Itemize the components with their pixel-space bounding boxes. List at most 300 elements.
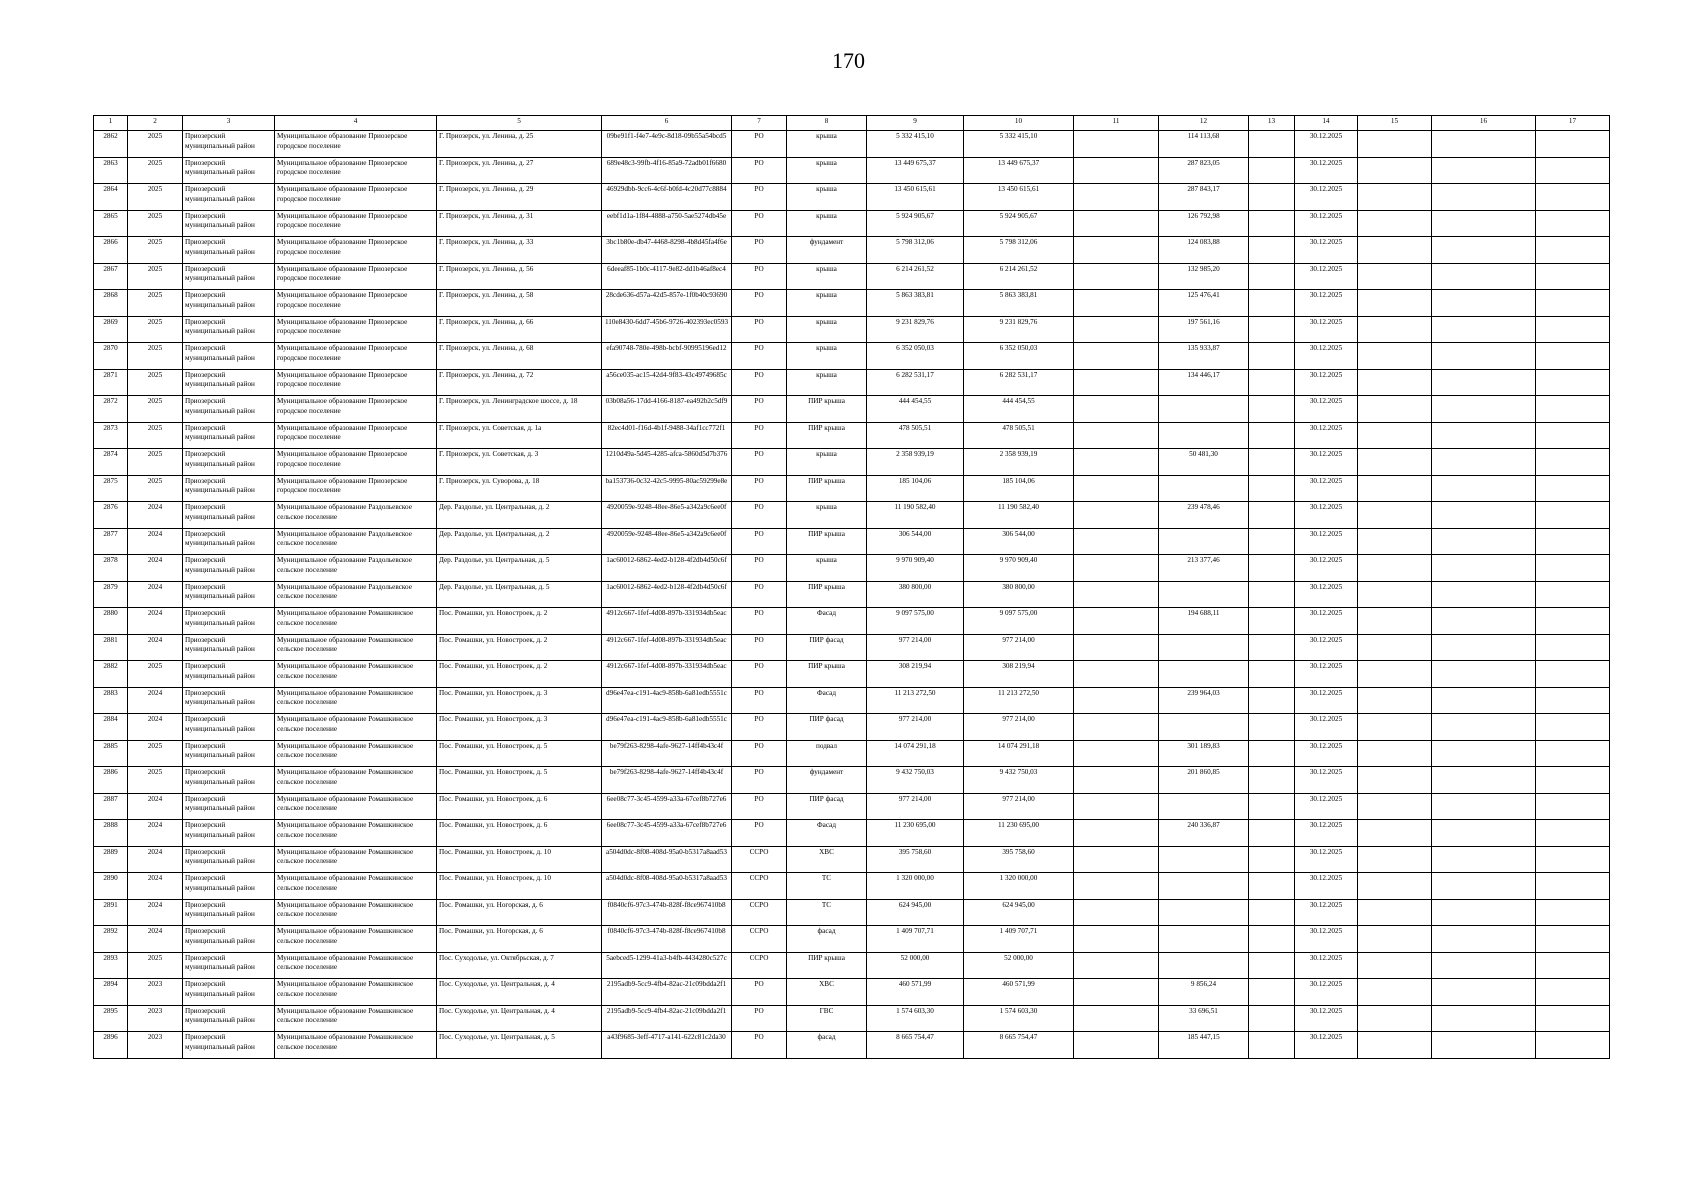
cost-fund-cell: 1 574 603,30 <box>964 1005 1074 1032</box>
col-11-cell <box>1074 184 1159 211</box>
address-cell: Г. Приозерск, ул. Советская, д. 1а <box>437 422 602 449</box>
municipality-cell: Муниципальное образование Ромашкинское сельское поселение <box>275 846 437 873</box>
column-number-header: 7 <box>732 116 787 131</box>
col-11-cell <box>1074 793 1159 820</box>
house-id-cell: f0840cf6-97c3-474b-828f-f8ce967410b8 <box>602 899 732 926</box>
cost-fund-cell: 2 358 939,19 <box>964 449 1074 476</box>
row-number-cell: 2893 <box>94 952 128 979</box>
table-row <box>94 1032 1610 1059</box>
col-17-cell <box>1536 1005 1610 1032</box>
col-17-cell <box>1536 661 1610 688</box>
cost-total-cell: 5 332 415,10 <box>867 131 964 158</box>
col-13-cell <box>1249 661 1295 688</box>
district-cell: Приозерский муниципальный район <box>183 873 275 900</box>
address-cell: Пос. Ромашки, ул. Ногорская, д. 6 <box>437 899 602 926</box>
year-cell: 2024 <box>128 687 183 714</box>
table-row <box>94 1005 1610 1032</box>
column-number-header: 9 <box>867 116 964 131</box>
address-cell: Пос. Ромашки, ул. Новостроек, д. 2 <box>437 634 602 661</box>
col-16-cell <box>1432 555 1536 582</box>
year-cell: 2025 <box>128 237 183 264</box>
deadline-cell: 30.12.2025 <box>1295 608 1358 635</box>
address-cell: Г. Приозерск, ул. Ленина, д. 72 <box>437 369 602 396</box>
col-13-cell <box>1249 263 1295 290</box>
house-id-cell: 4912c667-1fef-4d08-897b-331934db5eac <box>602 608 732 635</box>
municipality-cell: Муниципальное образование Раздольевское сельское поселение <box>275 502 437 529</box>
col-15-cell <box>1358 290 1432 317</box>
col-11-cell <box>1074 343 1159 370</box>
fund-type-cell: РО <box>732 528 787 555</box>
col-13-cell <box>1249 581 1295 608</box>
table-row <box>94 714 1610 741</box>
col-16-cell <box>1432 1032 1536 1059</box>
address-cell: Пос. Ромашки, ул. Новостроек, д. 2 <box>437 661 602 688</box>
district-cell: Приозерский муниципальный район <box>183 210 275 237</box>
col-13-cell <box>1249 740 1295 767</box>
municipality-cell: Муниципальное образование Приозерское городское поселение <box>275 290 437 317</box>
cost-fund-cell: 977 214,00 <box>964 634 1074 661</box>
house-id-cell: 09be91f1-f4e7-4e9c-8d18-09b55a54bcd5 <box>602 131 732 158</box>
deadline-cell: 30.12.2025 <box>1295 899 1358 926</box>
house-id-cell: d96e47ea-c191-4ac9-858b-6a81edb5551c <box>602 687 732 714</box>
address-cell: Пос. Суходолье, ул. Октябрьская, д. 7 <box>437 952 602 979</box>
col-16-cell <box>1432 899 1536 926</box>
work-type-cell: крыша <box>787 369 867 396</box>
house-id-cell: 5aebced5-1299-41a3-b4fb-4434280c527c <box>602 952 732 979</box>
work-type-cell: ТС <box>787 873 867 900</box>
col-15-cell <box>1358 316 1432 343</box>
col-12-cell: 125 476,41 <box>1159 290 1249 317</box>
deadline-cell: 30.12.2025 <box>1295 634 1358 661</box>
col-15-cell <box>1358 502 1432 529</box>
table-body <box>94 131 1610 1059</box>
row-number-cell: 2880 <box>94 608 128 635</box>
fund-type-cell: РО <box>732 396 787 423</box>
address-cell: Пос. Суходолье, ул. Центральная, д. 5 <box>437 1032 602 1059</box>
col-11-cell <box>1074 396 1159 423</box>
col-15-cell <box>1358 475 1432 502</box>
col-15-cell <box>1358 343 1432 370</box>
col-16-cell <box>1432 740 1536 767</box>
municipality-cell: Муниципальное образование Ромашкинское сельское поселение <box>275 820 437 847</box>
district-cell: Приозерский муниципальный район <box>183 157 275 184</box>
fund-type-cell: ССРО <box>732 926 787 953</box>
deadline-cell: 30.12.2025 <box>1295 661 1358 688</box>
table-row <box>94 687 1610 714</box>
district-cell: Приозерский муниципальный район <box>183 793 275 820</box>
fund-type-cell: ССРО <box>732 873 787 900</box>
cost-total-cell: 460 571,99 <box>867 979 964 1006</box>
fund-type-cell: РО <box>732 184 787 211</box>
col-11-cell <box>1074 926 1159 953</box>
column-number-header: 15 <box>1358 116 1432 131</box>
district-cell: Приозерский муниципальный район <box>183 979 275 1006</box>
col-17-cell <box>1536 926 1610 953</box>
work-type-cell: ТС <box>787 899 867 926</box>
cost-total-cell: 8 665 754,47 <box>867 1032 964 1059</box>
address-cell: Г. Приозерск, ул. Ленина, д. 68 <box>437 343 602 370</box>
address-cell: Дер. Раздолье, ул. Центральная, д. 2 <box>437 528 602 555</box>
cost-total-cell: 9 097 575,00 <box>867 608 964 635</box>
col-16-cell <box>1432 290 1536 317</box>
work-type-cell: подвал <box>787 740 867 767</box>
house-id-cell: a504d0dc-8f08-408d-95a0-b5317a8aad53 <box>602 846 732 873</box>
address-cell: Пос. Ромашки, ул. Новостроек, д. 6 <box>437 793 602 820</box>
col-11-cell <box>1074 634 1159 661</box>
cost-total-cell: 478 505,51 <box>867 422 964 449</box>
column-number-header: 16 <box>1432 116 1536 131</box>
cost-fund-cell: 52 000,00 <box>964 952 1074 979</box>
cost-fund-cell: 308 219,94 <box>964 661 1074 688</box>
district-cell: Приозерский муниципальный район <box>183 343 275 370</box>
col-15-cell <box>1358 608 1432 635</box>
row-number-cell: 2878 <box>94 555 128 582</box>
col-12-cell <box>1159 899 1249 926</box>
col-17-cell <box>1536 343 1610 370</box>
col-12-cell: 185 447,15 <box>1159 1032 1249 1059</box>
fund-type-cell: ССРО <box>732 952 787 979</box>
table-row <box>94 926 1610 953</box>
col-16-cell <box>1432 449 1536 476</box>
address-cell: Г. Приозерск, ул. Ленина, д. 29 <box>437 184 602 211</box>
row-number-cell: 2874 <box>94 449 128 476</box>
row-number-cell: 2885 <box>94 740 128 767</box>
col-17-cell <box>1536 1032 1610 1059</box>
row-number-cell: 2866 <box>94 237 128 264</box>
col-11-cell <box>1074 369 1159 396</box>
fund-type-cell: РО <box>732 793 787 820</box>
district-cell: Приозерский муниципальный район <box>183 846 275 873</box>
cost-fund-cell: 444 454,55 <box>964 396 1074 423</box>
col-16-cell <box>1432 528 1536 555</box>
col-12-cell: 135 933,87 <box>1159 343 1249 370</box>
col-17-cell <box>1536 263 1610 290</box>
col-15-cell <box>1358 899 1432 926</box>
col-11-cell <box>1074 1005 1159 1032</box>
row-number-cell: 2889 <box>94 846 128 873</box>
column-number-header: 11 <box>1074 116 1159 131</box>
year-cell: 2023 <box>128 979 183 1006</box>
col-15-cell <box>1358 131 1432 158</box>
house-id-cell: f0840cf6-97c3-474b-828f-f8ce967410b8 <box>602 926 732 953</box>
row-number-cell: 2883 <box>94 687 128 714</box>
district-cell: Приозерский муниципальный район <box>183 184 275 211</box>
year-cell: 2025 <box>128 661 183 688</box>
deadline-cell: 30.12.2025 <box>1295 396 1358 423</box>
municipality-cell: Муниципальное образование Приозерское городское поселение <box>275 210 437 237</box>
col-13-cell <box>1249 316 1295 343</box>
col-16-cell <box>1432 661 1536 688</box>
row-number-cell: 2872 <box>94 396 128 423</box>
table-row <box>94 475 1610 502</box>
work-type-cell: ПИР крыша <box>787 396 867 423</box>
house-id-cell: 46929dbb-9cc6-4c6f-b0fd-4c20d77c8884 <box>602 184 732 211</box>
col-13-cell <box>1249 926 1295 953</box>
fund-type-cell: РО <box>732 608 787 635</box>
cost-fund-cell: 5 924 905,67 <box>964 210 1074 237</box>
deadline-cell: 30.12.2025 <box>1295 449 1358 476</box>
col-12-cell: 50 481,30 <box>1159 449 1249 476</box>
col-13-cell <box>1249 873 1295 900</box>
municipality-cell: Муниципальное образование Приозерское городское поселение <box>275 316 437 343</box>
column-number-header: 17 <box>1536 116 1610 131</box>
municipality-cell: Муниципальное образование Раздольевское сельское поселение <box>275 555 437 582</box>
row-number-cell: 2896 <box>94 1032 128 1059</box>
municipality-cell: Муниципальное образование Ромашкинское сельское поселение <box>275 979 437 1006</box>
year-cell: 2024 <box>128 899 183 926</box>
col-16-cell <box>1432 422 1536 449</box>
district-cell: Приозерский муниципальный район <box>183 714 275 741</box>
municipality-cell: Муниципальное образование Ромашкинское сельское поселение <box>275 661 437 688</box>
year-cell: 2024 <box>128 820 183 847</box>
fund-type-cell: ССРО <box>732 899 787 926</box>
deadline-cell: 30.12.2025 <box>1295 952 1358 979</box>
row-number-cell: 2863 <box>94 157 128 184</box>
fund-type-cell: РО <box>732 157 787 184</box>
col-15-cell <box>1358 184 1432 211</box>
deadline-cell: 30.12.2025 <box>1295 714 1358 741</box>
row-number-cell: 2873 <box>94 422 128 449</box>
cost-fund-cell: 11 230 695,00 <box>964 820 1074 847</box>
table-row <box>94 873 1610 900</box>
work-type-cell: фасад <box>787 926 867 953</box>
year-cell: 2025 <box>128 316 183 343</box>
col-11-cell <box>1074 581 1159 608</box>
col-13-cell <box>1249 157 1295 184</box>
fund-type-cell: РО <box>732 369 787 396</box>
page-number: 170 <box>832 48 865 73</box>
col-12-cell: 124 083,88 <box>1159 237 1249 264</box>
house-id-cell: d96e47ea-c191-4ac9-858b-6a81edb5551c <box>602 714 732 741</box>
cost-fund-cell: 11 190 582,40 <box>964 502 1074 529</box>
cost-total-cell: 306 544,00 <box>867 528 964 555</box>
house-id-cell: ba153736-0c32-42c5-9995-80ac59299e8e <box>602 475 732 502</box>
municipality-cell: Муниципальное образование Ромашкинское сельское поселение <box>275 767 437 794</box>
fund-type-cell: РО <box>732 422 787 449</box>
house-id-cell: 4920059e-9248-48ee-86e5-a342a9c6ee0f <box>602 502 732 529</box>
address-cell: Г. Приозерск, ул. Ленина, д. 66 <box>437 316 602 343</box>
table-row <box>94 131 1610 158</box>
cost-fund-cell: 14 074 291,18 <box>964 740 1074 767</box>
col-16-cell <box>1432 396 1536 423</box>
year-cell: 2023 <box>128 1005 183 1032</box>
col-16-cell <box>1432 714 1536 741</box>
year-cell: 2025 <box>128 210 183 237</box>
cost-fund-cell: 6 214 261,52 <box>964 263 1074 290</box>
row-number-cell: 2870 <box>94 343 128 370</box>
cost-fund-cell: 977 214,00 <box>964 793 1074 820</box>
district-cell: Приозерский муниципальный район <box>183 1005 275 1032</box>
district-cell: Приозерский муниципальный район <box>183 740 275 767</box>
year-cell: 2025 <box>128 396 183 423</box>
col-11-cell <box>1074 820 1159 847</box>
work-type-cell: крыша <box>787 316 867 343</box>
house-id-cell: 6deeaf85-1b0c-4117-9e82-dd1b46af8ec4 <box>602 263 732 290</box>
year-cell: 2025 <box>128 263 183 290</box>
col-15-cell <box>1358 979 1432 1006</box>
house-id-cell: 03b08a56-17dd-4166-8187-ea492b2c5df9 <box>602 396 732 423</box>
cost-total-cell: 185 104,06 <box>867 475 964 502</box>
row-number-cell: 2894 <box>94 979 128 1006</box>
col-15-cell <box>1358 1032 1432 1059</box>
cost-fund-cell: 6 282 531,17 <box>964 369 1074 396</box>
col-16-cell <box>1432 157 1536 184</box>
year-cell: 2023 <box>128 1032 183 1059</box>
deadline-cell: 30.12.2025 <box>1295 581 1358 608</box>
district-cell: Приозерский муниципальный район <box>183 316 275 343</box>
col-13-cell <box>1249 290 1295 317</box>
house-id-cell: 4912c667-1fef-4d08-897b-331934db5eac <box>602 634 732 661</box>
work-type-cell: ПИР крыша <box>787 475 867 502</box>
col-15-cell <box>1358 263 1432 290</box>
cost-total-cell: 1 409 707,71 <box>867 926 964 953</box>
work-type-cell: ПИР крыша <box>787 952 867 979</box>
address-cell: Пос. Ромашки, ул. Новостроек, д. 10 <box>437 873 602 900</box>
row-number-cell: 2869 <box>94 316 128 343</box>
house-id-cell: be79f263-8298-4afe-9627-14ff4b43c4f <box>602 740 732 767</box>
cost-total-cell: 1 574 603,30 <box>867 1005 964 1032</box>
col-15-cell <box>1358 528 1432 555</box>
table-row <box>94 608 1610 635</box>
col-15-cell <box>1358 740 1432 767</box>
municipality-cell: Муниципальное образование Раздольевское сельское поселение <box>275 528 437 555</box>
deadline-cell: 30.12.2025 <box>1295 157 1358 184</box>
deadline-cell: 30.12.2025 <box>1295 263 1358 290</box>
deadline-cell: 30.12.2025 <box>1295 502 1358 529</box>
work-type-cell: крыша <box>787 343 867 370</box>
cost-fund-cell: 9 970 909,40 <box>964 555 1074 582</box>
table-row <box>94 369 1610 396</box>
col-11-cell <box>1074 952 1159 979</box>
row-number-cell: 2881 <box>94 634 128 661</box>
row-number-cell: 2892 <box>94 926 128 953</box>
col-17-cell <box>1536 184 1610 211</box>
col-15-cell <box>1358 793 1432 820</box>
cost-total-cell: 13 449 675,37 <box>867 157 964 184</box>
table-row <box>94 952 1610 979</box>
col-15-cell <box>1358 396 1432 423</box>
cost-total-cell: 14 074 291,18 <box>867 740 964 767</box>
col-15-cell <box>1358 767 1432 794</box>
fund-type-cell: РО <box>732 740 787 767</box>
deadline-cell: 30.12.2025 <box>1295 184 1358 211</box>
deadline-cell: 30.12.2025 <box>1295 873 1358 900</box>
table-row <box>94 581 1610 608</box>
house-id-cell: 110e8430-6dd7-45b6-9726-402393ec0593 <box>602 316 732 343</box>
cost-fund-cell: 624 945,00 <box>964 899 1074 926</box>
col-16-cell <box>1432 1005 1536 1032</box>
cost-total-cell: 11 190 582,40 <box>867 502 964 529</box>
col-17-cell <box>1536 528 1610 555</box>
col-13-cell <box>1249 396 1295 423</box>
municipality-cell: Муниципальное образование Приозерское городское поселение <box>275 157 437 184</box>
col-16-cell <box>1432 581 1536 608</box>
table-row <box>94 184 1610 211</box>
col-11-cell <box>1074 740 1159 767</box>
district-cell: Приозерский муниципальный район <box>183 502 275 529</box>
address-cell: Г. Приозерск, ул. Суворова, д. 18 <box>437 475 602 502</box>
municipality-cell: Муниципальное образование Ромашкинское сельское поселение <box>275 1032 437 1059</box>
municipality-cell: Муниципальное образование Ромашкинское сельское поселение <box>275 899 437 926</box>
col-12-cell <box>1159 714 1249 741</box>
column-number-header: 2 <box>128 116 183 131</box>
table-row <box>94 555 1610 582</box>
cost-total-cell: 977 214,00 <box>867 634 964 661</box>
cost-fund-cell: 1 409 707,71 <box>964 926 1074 953</box>
cost-fund-cell: 395 758,60 <box>964 846 1074 873</box>
col-11-cell <box>1074 131 1159 158</box>
col-12-cell <box>1159 396 1249 423</box>
col-12-cell: 114 113,68 <box>1159 131 1249 158</box>
col-11-cell <box>1074 899 1159 926</box>
cost-fund-cell: 9 097 575,00 <box>964 608 1074 635</box>
col-12-cell <box>1159 952 1249 979</box>
fund-type-cell: РО <box>732 820 787 847</box>
work-type-cell: Фасад <box>787 687 867 714</box>
municipality-cell: Муниципальное образование Приозерское городское поселение <box>275 184 437 211</box>
district-cell: Приозерский муниципальный район <box>183 449 275 476</box>
col-15-cell <box>1358 237 1432 264</box>
col-11-cell <box>1074 237 1159 264</box>
col-17-cell <box>1536 449 1610 476</box>
deadline-cell: 30.12.2025 <box>1295 926 1358 953</box>
col-11-cell <box>1074 1032 1159 1059</box>
col-13-cell <box>1249 820 1295 847</box>
address-cell: Г. Приозерск, ул. Ленина, д. 58 <box>437 290 602 317</box>
row-number-cell: 2876 <box>94 502 128 529</box>
col-17-cell <box>1536 131 1610 158</box>
deadline-cell: 30.12.2025 <box>1295 131 1358 158</box>
cost-fund-cell: 8 665 754,47 <box>964 1032 1074 1059</box>
municipality-cell: Муниципальное образование Приозерское городское поселение <box>275 343 437 370</box>
year-cell: 2024 <box>128 714 183 741</box>
work-type-cell: ПИР крыша <box>787 528 867 555</box>
district-cell: Приозерский муниципальный район <box>183 820 275 847</box>
table-row <box>94 210 1610 237</box>
col-12-cell: 201 860,85 <box>1159 767 1249 794</box>
col-15-cell <box>1358 634 1432 661</box>
column-number-header: 8 <box>787 116 867 131</box>
table-row <box>94 846 1610 873</box>
address-cell: Г. Приозерск, ул. Ленина, д. 33 <box>437 237 602 264</box>
col-13-cell <box>1249 687 1295 714</box>
register-table <box>93 115 1610 1059</box>
work-type-cell: Фасад <box>787 608 867 635</box>
row-number-cell: 2871 <box>94 369 128 396</box>
municipality-cell: Муниципальное образование Ромашкинское сельское поселение <box>275 714 437 741</box>
col-13-cell <box>1249 846 1295 873</box>
work-type-cell: крыша <box>787 263 867 290</box>
col-16-cell <box>1432 687 1536 714</box>
deadline-cell: 30.12.2025 <box>1295 422 1358 449</box>
district-cell: Приозерский муниципальный район <box>183 475 275 502</box>
fund-type-cell: РО <box>732 237 787 264</box>
table-row <box>94 502 1610 529</box>
table-row <box>94 899 1610 926</box>
row-number-cell: 2891 <box>94 899 128 926</box>
row-number-cell: 2890 <box>94 873 128 900</box>
column-number-header: 3 <box>183 116 275 131</box>
address-cell: Пос. Ромашки, ул. Новостроек, д. 6 <box>437 820 602 847</box>
work-type-cell: крыша <box>787 210 867 237</box>
col-11-cell <box>1074 767 1159 794</box>
work-type-cell: крыша <box>787 131 867 158</box>
col-12-cell <box>1159 475 1249 502</box>
house-id-cell: 689e48c3-99fb-4f16-85a9-72adb01f6680 <box>602 157 732 184</box>
fund-type-cell: РО <box>732 687 787 714</box>
cost-fund-cell: 5 863 383,81 <box>964 290 1074 317</box>
cost-fund-cell: 478 505,51 <box>964 422 1074 449</box>
